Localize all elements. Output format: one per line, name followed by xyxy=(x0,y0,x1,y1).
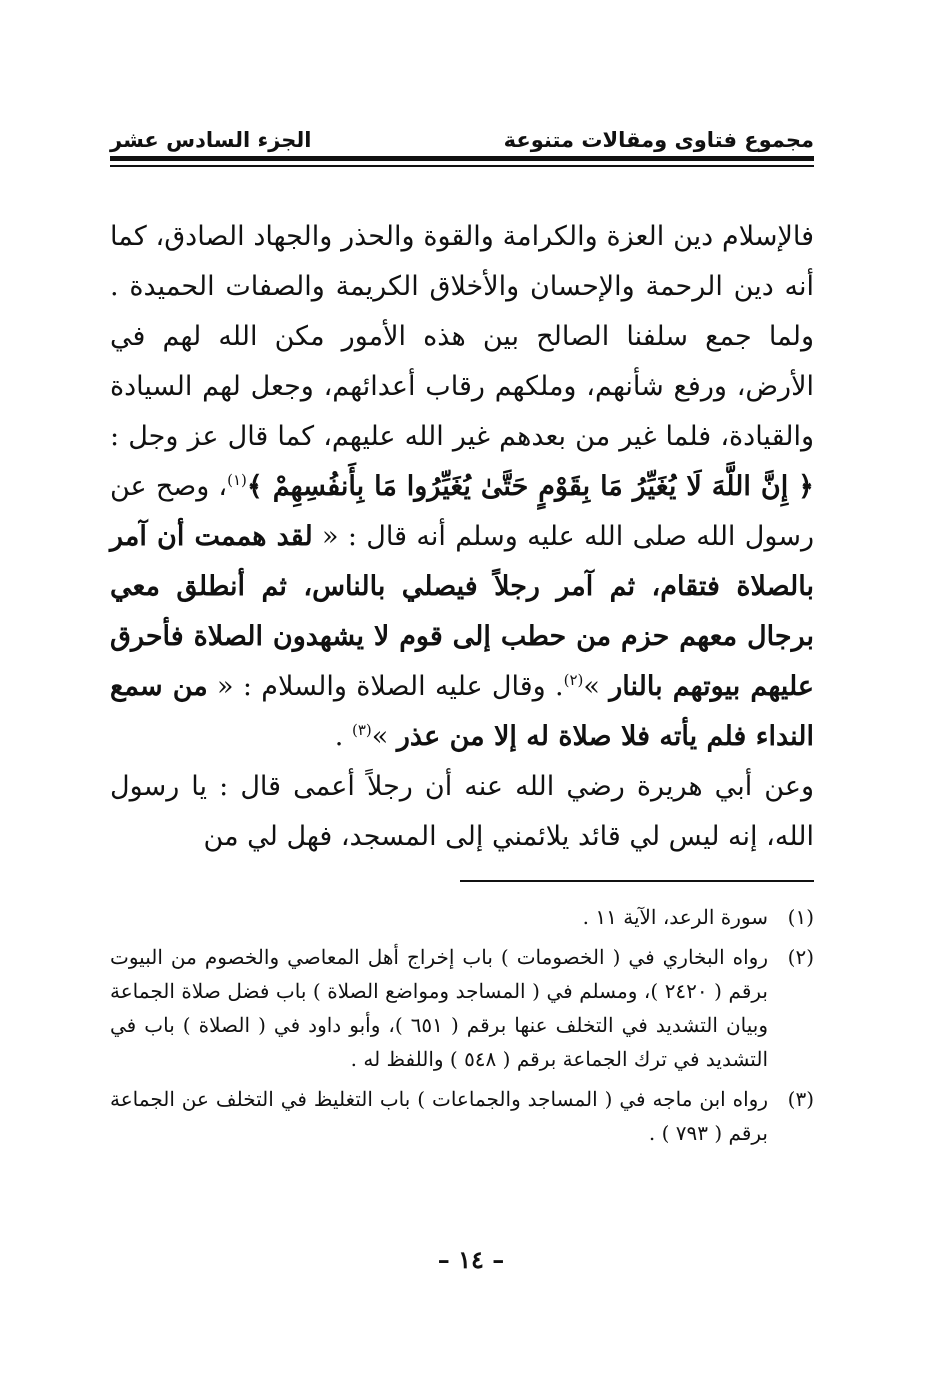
volume-label: الجزء السادس عشر xyxy=(110,128,312,152)
footnote-text: رواه ابن ماجه في ( المساجد والجماعات ) باب التغليظ في التخلف عن الجماعة برقم ( ٧٩٣ ) . xyxy=(110,1087,768,1145)
hadith-quote-1: لقد هممت أن آمر بالصلاة فتقام، ثم آمر رجلاً فيصلي بالناس، ثم أنطلق معي برجال معهم حزم من حطب إلى قوم لا يشهدون الصلاة فأحرق عليهم بيوتهم بالنار xyxy=(110,521,814,702)
paragraph-1 xyxy=(110,212,814,762)
footnote-separator xyxy=(460,880,814,882)
footnote-number: (٢) xyxy=(787,945,814,969)
footnote-ref-1: (١) xyxy=(227,471,247,489)
header-rule-thin xyxy=(110,165,814,167)
page-number: – ١٤ – xyxy=(437,1245,505,1274)
book-title: مجموع فتاوى ومقالات متنوعة xyxy=(503,128,814,152)
main-text xyxy=(110,212,814,862)
footnote-3 xyxy=(110,1082,814,1150)
end-dot: . xyxy=(334,721,352,752)
footnote-1 xyxy=(110,900,814,934)
footnote-number: (١) xyxy=(787,905,814,929)
footnote-2 xyxy=(110,940,814,1076)
footnote-ref-3: (٣) xyxy=(351,721,372,739)
header-rule-thick xyxy=(110,156,814,161)
paragraph-1-intro: فالإسلام دين العزة والكرامة والقوة والحذر والجهاد الصادق، كما أنه دين الرحمة والإحسان والأخلاق الكريمة والصفات الحميدة . ولما جمع سلفنا الصالح بين هذه الأمور مكن الله لهم في الأرض، ورفع شأنهم، وملكهم رقاب أعدائهم، وجعل لهم السيادة والقيادة، فلما غير من بعدهم غير الله عليهم، كما قال عز وجل : xyxy=(110,221,814,452)
close-quote-1: » xyxy=(583,671,610,702)
footnote-number: (٣) xyxy=(787,1087,814,1111)
transition-text-2: . وقال عليه الصلاة والسلام : « xyxy=(207,671,564,702)
footnote-text: سورة الرعد، الآية ١١ . xyxy=(582,905,768,929)
footnote-text: رواه البخاري في ( الخصومات ) باب إخراج أهل المعاصي والخصوم من البيوت برقم ( ٢٤٢٠ )، ومسلم في ( المساجد ومواضع الصلاة ) باب فضل صلاة الجماعة وبيان التشديد في التخلف عنها برقم ( ٦٥١ )، وأبو داود في ( الصلاة ) باب في التشديد في ترك الجماعة برقم ( ٥٤٨ ) واللفظ له . xyxy=(110,945,769,1071)
footnotes xyxy=(110,900,814,1156)
running-header xyxy=(110,112,814,152)
footnote-ref-2: (٢) xyxy=(563,671,584,689)
quran-verse: ﴿ إِنَّ اللَّهَ لَا يُغَيِّرُ مَا بِقَوْمٍ حَتَّىٰ يُغَيِّرُوا مَا بِأَنفُسِهِمْ ﴾ xyxy=(246,471,815,502)
close-quote-2: » xyxy=(371,721,397,752)
transition-text-1: ، وصح عن رسول الله صلى الله عليه وسلم أنه قال : « xyxy=(110,471,814,552)
paragraph-2: وعن أبي هريرة رضي الله عنه أن رجلاً أعمى قال : يا رسول الله، إنه ليس لي قائد يلائمني إلى المسجد، فهل لي من xyxy=(110,771,814,852)
hadith-quote-2: من سمع النداء فلم يأته فلا صلاة له إلا من عذر xyxy=(110,671,814,752)
